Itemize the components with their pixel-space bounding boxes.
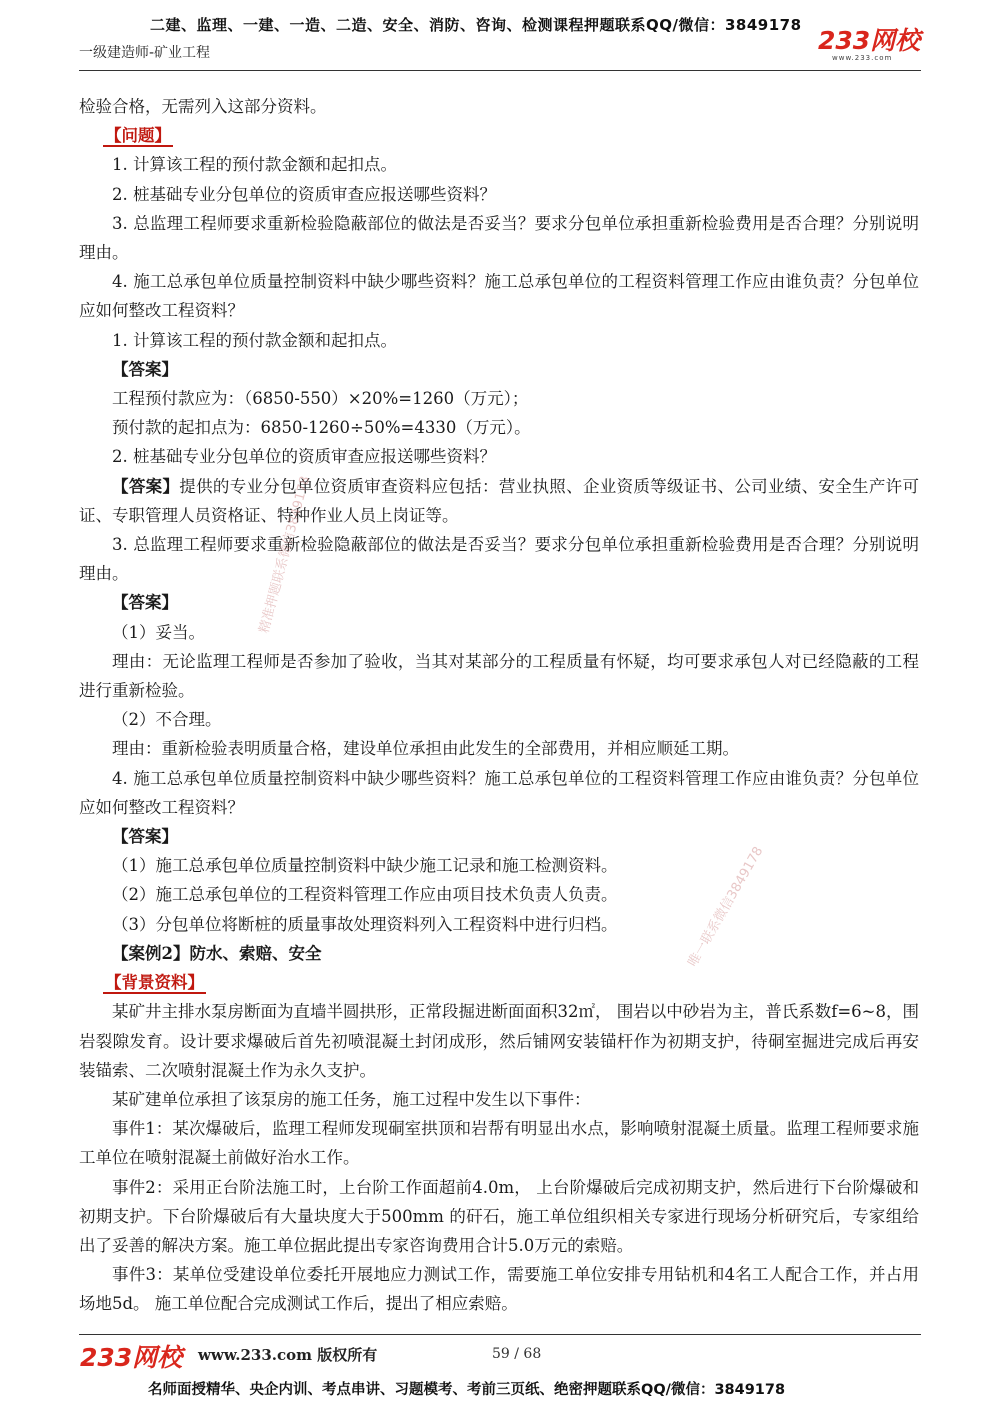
paragraph: 3. 总监理工程师要求重新检验隐蔽部位的做法是否妥当？要求分包单位承担重新检验费用是否合理？分别说明理由。	[79, 213, 919, 263]
paragraph: （2）施工总承包单位的工程资料管理工作应由项目技术负责人负责。	[112, 885, 618, 905]
paragraph: （1）施工总承包单位质量控制资料中缺少施工记录和施工检测资料。	[112, 856, 618, 876]
doc-title: 一级建造师-矿业工程	[79, 45, 211, 61]
paragraph: 预付款的起扣点为：6850-1260÷50%=4330（万元）。	[112, 418, 531, 438]
answer-label: 【答案】	[112, 476, 180, 496]
paragraph: 工程预付款应为：（6850-550）×20%=1260（万元）；	[112, 389, 529, 409]
paragraph: 2. 桩基础专业分包单位的资质审查应报送哪些资料？	[112, 447, 496, 467]
paragraph: （3）分包单位将断桩的质量事故处理资料列入工程资料中进行归档。	[112, 914, 618, 934]
logo-text: 233网校	[818, 26, 921, 55]
paragraph: 理由：重新检验表明质量合格，建设单位承担由此发生的全部费用，并相应顺延工期。	[112, 739, 739, 759]
paragraph: 事件1：某次爆破后，监理工程师发现硐室拱顶和岩帮有明显出水点，影响喷射混凝土质量。监理工程师要求施工单位在喷射混凝土前做好治水工作。	[79, 1119, 919, 1168]
section-heading	[79, 121, 919, 150]
section-heading-label: 【问题】	[105, 126, 171, 146]
paragraph: 【答案】	[112, 827, 178, 847]
header-divider	[79, 70, 921, 71]
footer-logo[interactable]: 233网校	[80, 1343, 183, 1372]
page-number: 59 / 68	[492, 1346, 542, 1362]
footer-divider	[79, 1334, 921, 1335]
paragraph: 检验合格，无需列入这部分资料。	[79, 97, 327, 116]
paragraph: 某矿井主排水泵房断面为直墙半圆拱形，正常段掘进断面面积32㎡， 围岩以中砂岩为主，普氏系数f=6~8，围岩裂隙发育。设计要求爆破后首先初喷混凝土封闭成形，然后铺网安装锚杆作为初期支护，待硐室掘进完成后再安装锚索、二次喷射混凝土作为永久支护。	[79, 1002, 919, 1080]
paragraph: 【案例2】防水、索赔、安全	[112, 943, 322, 963]
paragraph: 1. 计算该工程的预付款金额和起扣点。	[112, 330, 397, 350]
section-heading	[79, 968, 919, 997]
footer-banner: 名师面授精华、央企内训、考点串讲、习题模考、考前三页纸、绝密押题联系QQ/微信：3849178	[148, 1382, 786, 1398]
paragraph: 4. 施工总承包单位质量控制资料中缺少哪些资料？施工总承包单位的工程资料管理工作应由谁负责？分包单位应如何整改工程资料？	[79, 768, 919, 817]
paragraph: 2. 桩基础专业分包单位的资质审查应报送哪些资料？	[112, 184, 496, 204]
section-heading-label: 【背景资料】	[105, 973, 204, 993]
paragraph: 事件2：采用正台阶法施工时，上台阶工作面超前4.0m， 上台阶爆破后完成初期支护，然后进行下台阶爆破和初期支护。下台阶爆破后有大量块度大于500mm 的矸石，施工单位组织相关专家进行现场分析研究后，专家组给出了妥善的解决方案。施工单位据此提出专家咨询费用合计5.0万元的索赔。	[79, 1177, 919, 1255]
paragraph: 1. 计算该工程的预付款金额和起扣点。	[112, 155, 397, 175]
paragraph: 事件3：某单位受建设单位委托开展地应力测试工作，需要施工单位安排专用钻机和4名工人配合工作，并占用场地5d。 施工单位配合完成测试工作后，提出了相应索赔。	[79, 1265, 919, 1314]
paragraph: 【答案】	[112, 359, 178, 379]
paragraph: 3. 总监理工程师要求重新检验隐蔽部位的做法是否妥当？要求分包单位承担重新检验费用是否合理？分别说明理由。	[79, 535, 919, 584]
paragraph: （2）不合理。	[112, 710, 222, 730]
document-body	[79, 92, 919, 1319]
logo-url: www.233.com	[832, 54, 893, 62]
watermark-right: 唯一联系微信3849178	[685, 844, 767, 970]
header-banner: 二建、监理、一建、一造、二造、安全、消防、咨询、检测课程押题联系QQ/微信：3849178	[150, 16, 802, 34]
paragraph: 【答案】提供的专业分包单位资质审查资料应包括：营业执照、企业资质等级证书、公司业绩、安全生产许可证、专职管理人员资格证、特种作业人员上岗证等。	[79, 476, 920, 525]
footer-copyright: www.233.com 版权所有	[198, 1346, 378, 1364]
paragraph: 【答案】	[112, 593, 178, 613]
paragraph: 某矿建单位承担了该泵房的施工任务，施工过程中发生以下事件：	[112, 1089, 591, 1109]
site-logo[interactable]	[818, 28, 920, 63]
watermark-left: 精准押题联系微信3849178	[256, 474, 314, 635]
paragraph: 理由：无论监理工程师是否参加了验收，当其对某部分的工程质量有怀疑，均可要求承包人对已经隐蔽的工程进行重新检验。	[79, 651, 919, 701]
paragraph: （1）妥当。	[112, 622, 205, 642]
paragraph: 4. 施工总承包单位质量控制资料中缺少哪些资料？施工总承包单位的工程资料管理工作应由谁负责？分包单位应如何整改工程资料？	[79, 272, 919, 321]
